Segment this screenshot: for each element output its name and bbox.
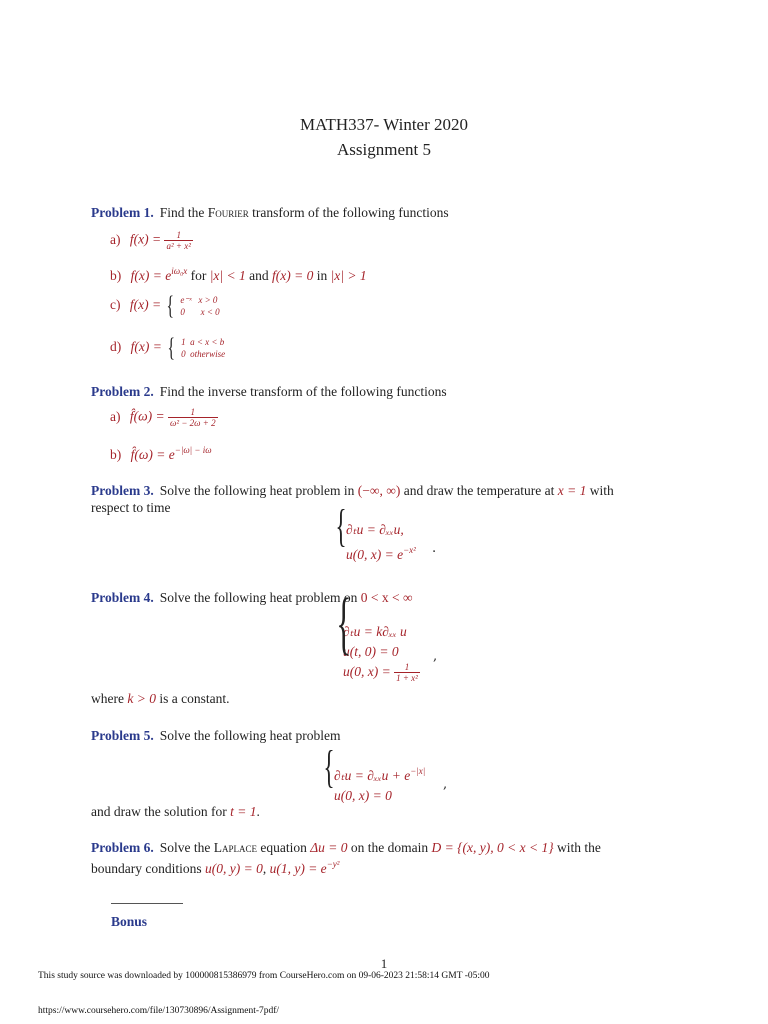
case-2: 0 otherwise (181, 349, 226, 359)
problem-4-label: Problem 4. (91, 590, 154, 605)
problem-4-statement (91, 589, 691, 606)
text: equation (257, 840, 311, 855)
item-label: b) (110, 447, 122, 462)
problem-5-text: Solve the following heat problem (159, 728, 341, 743)
problem-4-text: Solve the following heat problem on (159, 590, 361, 605)
left-brace: { (167, 333, 176, 362)
math-expression: f̂(ω) = (129, 408, 165, 424)
problem-1d (110, 335, 225, 361)
item-label: d) (110, 339, 122, 355)
text: boundary conditions (91, 861, 205, 876)
text: in (313, 268, 331, 283)
problem-1-label: Problem 1. (91, 205, 154, 220)
fraction (168, 407, 218, 428)
problem-3-text: Solve the following heat problem in (159, 483, 358, 498)
problem-5-system (323, 741, 426, 806)
left-brace: { (323, 741, 335, 792)
text: and (245, 268, 272, 283)
fraction-numerator: 1 (168, 407, 218, 418)
fraction (164, 230, 192, 251)
left-brace: { (166, 291, 175, 320)
page-number: 1 (380, 956, 388, 971)
math-expression: u(1, y) = e (269, 861, 327, 876)
equation-1: ∂ₜu = k∂ₓₓ u (343, 624, 407, 639)
item-label: c) (110, 297, 121, 313)
exponent: −y² (326, 859, 340, 869)
problem-5-statement (91, 727, 691, 744)
left-brace: { (335, 500, 347, 551)
problem-3-statement (91, 482, 691, 516)
piecewise-cases (180, 294, 219, 318)
text: and draw the temperature at (400, 483, 558, 498)
math-expression: x = 1 (557, 483, 587, 498)
text: and draw the solution for (91, 804, 231, 819)
problem-1c (110, 293, 220, 319)
text: , (262, 861, 270, 876)
math-expression: f(x) = (129, 297, 162, 313)
math-expression: D = {(x, y), 0 < x < 1} (431, 840, 554, 855)
laplace-name: Laplace (213, 840, 257, 855)
equation-2: u(t, 0) = 0 (343, 644, 399, 659)
left-brace: { (336, 585, 352, 662)
text: on the domain (347, 840, 432, 855)
math-expression: 0 < x < ∞ (360, 590, 413, 605)
problem-1-text-end: transform of the following functions (248, 205, 449, 220)
punctuation: , (443, 777, 448, 792)
problem-4-where (91, 690, 691, 707)
math-expression: f(x) = (129, 231, 162, 247)
piecewise-cases (181, 336, 225, 360)
math-expression: ∂ₜu = ∂ₓₓu + e (334, 768, 411, 783)
problem-6-label: Problem 6. (91, 840, 154, 855)
text: for (187, 268, 210, 283)
exponent: −|ω| − iω (174, 445, 212, 455)
text: is a constant. (155, 691, 230, 706)
case-1: 1 a < x < b (181, 337, 225, 347)
math-expression: u(0, x) = e (346, 547, 404, 562)
fraction-denominator: a² + x² (166, 241, 191, 251)
assignment-title: Assignment 5 (337, 140, 431, 159)
math-expression: |x| > 1 (330, 268, 367, 283)
equation-1 (334, 761, 425, 786)
item-label: b) (110, 268, 122, 283)
problem-2b (110, 445, 212, 463)
punctuation: , (433, 649, 438, 664)
equation-2 (346, 540, 416, 565)
math-expression: (−∞, ∞) (357, 483, 401, 498)
exponent: iω₀x (171, 266, 188, 276)
math-expression: |x| < 1 (209, 268, 246, 283)
text: Solve the (159, 840, 214, 855)
course-title: MATH337- Winter 2020 (299, 115, 469, 134)
equation-1: ∂ₜu = ∂ₓₓu, (346, 522, 404, 537)
math-expression: Δu = 0 (310, 840, 348, 855)
fraction-denominator: 1 + x² (396, 673, 418, 684)
problem-3-label: Problem 3. (91, 483, 154, 498)
text: with (586, 483, 614, 498)
equation-2: u(0, x) = 0 (334, 788, 392, 803)
problem-2a (110, 407, 218, 428)
math-expression: u(0, x) = (343, 664, 391, 679)
math-expression: f̂(ω) = e (130, 447, 175, 462)
math-expression: u(0, y) = 0 (205, 861, 263, 876)
fraction-denominator: ω² − 2ω + 2 (170, 418, 216, 428)
download-notice: This study source was downloaded by 100000815386979 from CourseHero.com on 09-06-2023 21:58:14 GMT -05:00 (38, 971, 490, 981)
footnote-rule (111, 903, 183, 904)
fraction (394, 662, 420, 683)
fraction-numerator: 1 (394, 662, 420, 673)
text: . (256, 804, 260, 819)
problem-4-system (336, 585, 420, 684)
problem-3-text-line2: respect to time (91, 500, 171, 515)
problem-2-statement (91, 383, 691, 400)
problem-1a (110, 230, 193, 251)
bonus-heading: Bonus (111, 914, 148, 929)
math-expression: t = 1 (230, 804, 257, 819)
problem-6-statement (91, 839, 691, 877)
problem-1b (110, 266, 367, 284)
math-expression: f(x) = e (130, 268, 172, 283)
problem-1-statement (91, 204, 691, 221)
case-1: e⁻ˣ x > 0 (180, 295, 218, 305)
text: with the (553, 840, 601, 855)
math-expression: f(x) = (130, 339, 162, 355)
fraction-numerator: 1 (164, 230, 192, 241)
exponent: −x² (403, 545, 416, 555)
problem-2-label: Problem 2. (91, 384, 154, 399)
punctuation: . (432, 541, 437, 556)
exponent: −|x| (410, 766, 426, 776)
text: where (91, 691, 128, 706)
problem-1-text: Find the (159, 205, 208, 220)
math-expression: f(x) = 0 (271, 268, 314, 283)
case-2: 0 x < 0 (180, 307, 220, 317)
problem-5-label: Problem 5. (91, 728, 154, 743)
item-label: a) (110, 231, 121, 247)
problem-2-text: Find the inverse transform of the following functions (159, 384, 447, 399)
fourier-name: Fourier (207, 205, 249, 220)
source-url[interactable]: https://www.coursehero.com/file/130730896/Assignment-7pdf/ (38, 1006, 280, 1016)
math-expression: k > 0 (127, 691, 156, 706)
item-label: a) (110, 408, 121, 424)
problem-5-after (91, 803, 691, 820)
problem-3-system (335, 500, 416, 565)
equation-3 (343, 662, 420, 683)
